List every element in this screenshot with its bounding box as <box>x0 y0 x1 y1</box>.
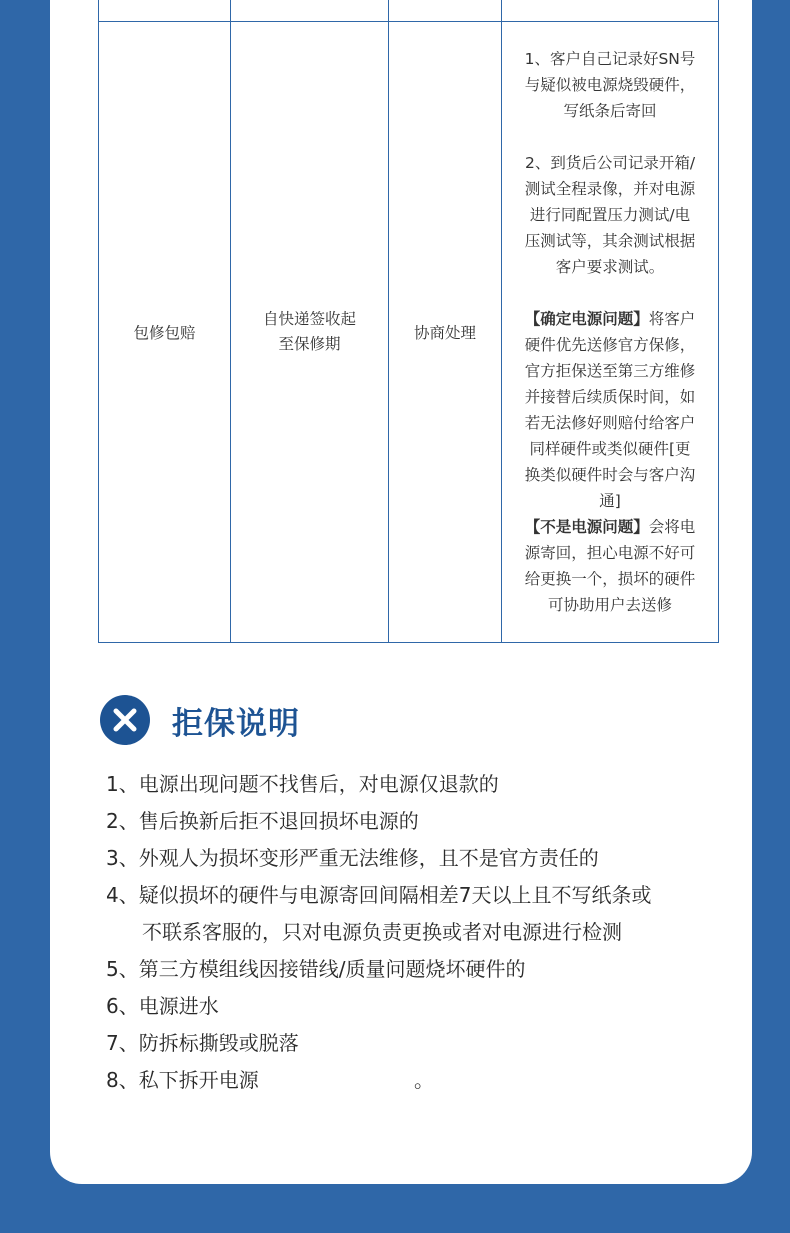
warranty-table <box>98 0 719 643</box>
table-row <box>99 22 719 643</box>
table-cell <box>99 0 231 22</box>
list-item: 3、外观人为损坏变形严重无法维修，且不是官方责任的 <box>106 846 599 870</box>
text-line: 测试全程录像，并对电源 <box>524 180 696 198</box>
list-item: 5、第三方模组线因接错线/质量问题烧坏硬件的 <box>106 957 526 981</box>
handling-cell <box>389 22 502 643</box>
refusal-list <box>106 766 726 1099</box>
text-line: 通] <box>599 492 621 510</box>
text-line: 2、到货后公司记录开箱/ <box>524 154 696 172</box>
text-line: 可协助用户去送修 <box>547 596 672 614</box>
text-span: 会将电 <box>648 518 696 536</box>
text-line: 同样硬件或类似硬件[更 <box>529 440 691 458</box>
step-1-text <box>502 46 718 124</box>
power-issue-text <box>502 306 718 514</box>
warranty-type-cell <box>99 22 231 643</box>
list-item: 1、电源出现问题不找售后，对电源仅退款的 <box>106 772 499 796</box>
warranty-period-line-2: 至保修期 <box>278 335 341 353</box>
text-line: 并接替后续质保时间，如 <box>524 388 696 406</box>
not-power-issue-text <box>502 514 718 618</box>
warranty-period-line-1: 自快递签收起 <box>262 310 356 328</box>
text-line: 进行同配置压力测试/电 <box>529 206 691 224</box>
text-line: 客户要求测试。 <box>555 258 665 276</box>
text-line: 与疑似被电源烧毁硬件， <box>524 76 696 94</box>
text-line: 1、客户自己记录好SN号 <box>524 50 696 68</box>
text-line <box>502 306 718 332</box>
list-item: 8、私下拆开电源 <box>106 1068 259 1092</box>
not-power-issue-tag: 【不是电源问题】 <box>524 518 649 536</box>
section-title: 拒保说明 <box>172 705 300 742</box>
text-line: 源寄回，担心电源不好可 <box>524 544 696 562</box>
warranty-type: 包修包赔 <box>133 324 196 342</box>
close-icon <box>100 695 150 745</box>
list-item: 6、电源进水 <box>106 994 219 1018</box>
warranty-period-cell <box>231 22 389 643</box>
text-line: 压测试等，其余测试根据 <box>524 232 696 250</box>
table-cell <box>231 0 389 22</box>
process-detail-cell <box>502 22 719 643</box>
list-item-continuation: 不联系客服的，只对电源负责更换或者对电源进行检测 <box>142 920 622 944</box>
handling-method: 协商处理 <box>413 324 476 342</box>
power-issue-tag: 【确定电源问题】 <box>524 310 649 328</box>
text-line <box>502 514 718 540</box>
text-line: 官方拒保送至第三方维修 <box>524 362 696 380</box>
step-2-text <box>502 150 718 280</box>
trailing-mark: 。 <box>414 1068 434 1092</box>
text-line: 硬件优先送修官方保修， <box>524 336 696 354</box>
section-header <box>100 693 300 747</box>
text-span: 将客户 <box>648 310 696 328</box>
text-line: 换类似硬件时会与客户沟 <box>524 466 696 484</box>
table-row-previous <box>99 0 719 22</box>
text-line: 若无法修好则赔付给客户 <box>524 414 696 432</box>
table-cell <box>389 0 502 22</box>
text-line: 写纸条后寄回 <box>563 102 657 120</box>
text-line: 给更换一个，损坏的硬件 <box>524 570 696 588</box>
table-cell <box>502 0 719 22</box>
list-item: 7、防拆标撕毁或脱落 <box>106 1031 299 1055</box>
list-item: 4、疑似损坏的硬件与电源寄回间隔相差7天以上且不写纸条或 <box>106 883 652 907</box>
list-item: 2、售后换新后拒不退回损坏电源的 <box>106 809 419 833</box>
